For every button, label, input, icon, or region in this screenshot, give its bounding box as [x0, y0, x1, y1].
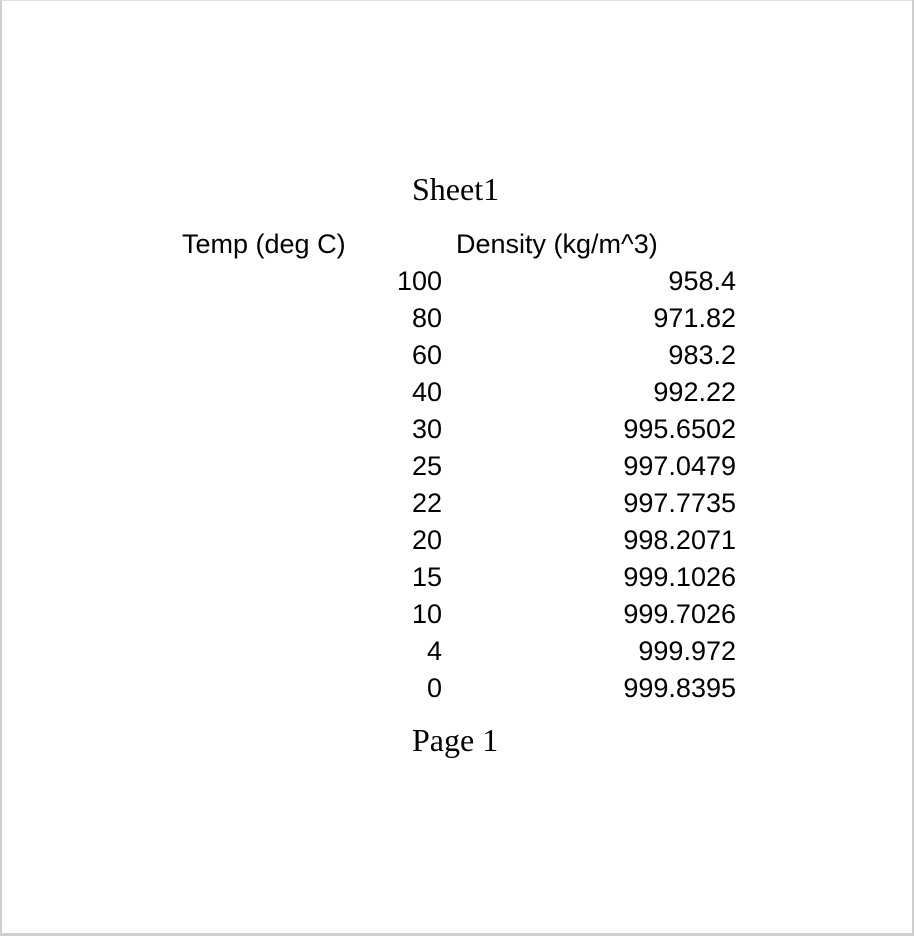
- density-cell: 971.82: [653, 303, 736, 333]
- density-cell: 998.2071: [623, 525, 736, 555]
- table-row: [2, 633, 916, 670]
- table-row: [2, 559, 916, 596]
- density-cell: 999.8395: [623, 673, 736, 703]
- temp-cell: 20: [411, 525, 442, 555]
- page-footer: Page 1: [412, 722, 499, 758]
- temp-cell: 25: [411, 451, 442, 481]
- table-row: [2, 300, 916, 337]
- table-row: [2, 522, 916, 559]
- density-cell: 997.7735: [623, 488, 736, 518]
- density-cell: 999.7026: [623, 599, 736, 629]
- table-row: [2, 596, 916, 633]
- sheet-title: Sheet1: [412, 171, 500, 207]
- column-header-temp: Temp (deg C): [182, 229, 346, 259]
- density-cell: 999.1026: [623, 562, 736, 592]
- temp-cell: 10: [411, 599, 442, 629]
- density-cell: 999.972: [638, 636, 736, 666]
- table-row: [2, 670, 916, 707]
- temp-cell: 80: [411, 303, 442, 333]
- table-row: [2, 485, 916, 522]
- column-header-density: Density (kg/m^3): [456, 229, 658, 259]
- density-cell: 958.4: [668, 266, 736, 296]
- table-row: [2, 448, 916, 485]
- temp-cell: 60: [411, 340, 442, 370]
- table-row: [2, 337, 916, 374]
- table-row: [2, 263, 916, 300]
- temp-cell: 40: [411, 377, 442, 407]
- data-table: [2, 263, 916, 707]
- density-cell: 992.22: [653, 377, 736, 407]
- density-cell: 983.2: [668, 340, 736, 370]
- temp-cell: 22: [411, 488, 442, 518]
- temp-cell: 0: [426, 673, 442, 703]
- temp-cell: 15: [411, 562, 442, 592]
- temp-cell: 30: [411, 414, 442, 444]
- temp-cell: 4: [426, 636, 442, 666]
- density-cell: 995.6502: [623, 414, 736, 444]
- temp-cell: 100: [396, 266, 442, 296]
- table-row: [2, 374, 916, 411]
- density-cell: 997.0479: [623, 451, 736, 481]
- table-row: [2, 411, 916, 448]
